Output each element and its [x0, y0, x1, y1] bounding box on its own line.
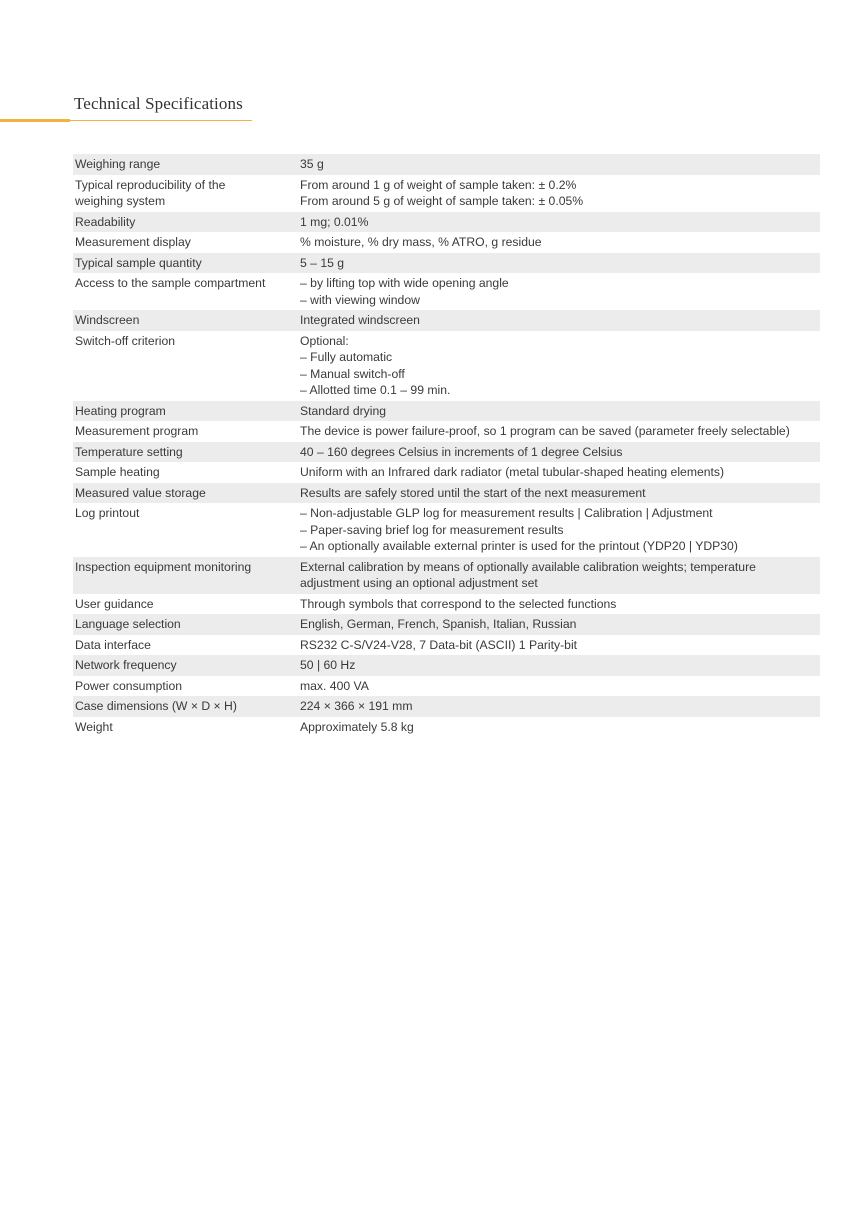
- spec-label: User guidance: [75, 596, 154, 611]
- spec-value: [300, 234, 820, 251]
- spec-value-line: 50 | 60 Hz: [300, 658, 356, 672]
- spec-row: [73, 401, 820, 422]
- spec-label: Log printout: [75, 506, 140, 520]
- spec-row: [73, 232, 820, 253]
- spec-label: Typical sample quantity: [75, 255, 202, 270]
- spec-row: [73, 212, 820, 233]
- spec-value-line: 40 – 160 degrees Celsius in increments of 1 degree Celsius: [300, 444, 623, 459]
- spec-value-line: max. 400 VA: [300, 678, 369, 693]
- spec-value-line: Integrated windscreen: [300, 313, 420, 327]
- spec-value-line: 1 mg; 0.01%: [300, 214, 369, 229]
- spec-value: [300, 485, 820, 502]
- spec-label: Weight: [75, 719, 113, 734]
- spec-label: Heating program: [75, 403, 166, 418]
- spec-value-line: – Non-adjustable GLP log for measurement results | Calibration | Adjustment: [300, 506, 713, 520]
- spec-label: Switch-off criterion: [75, 333, 176, 348]
- spec-row: [73, 462, 820, 483]
- spec-label: Measured value storage: [75, 485, 206, 500]
- spec-value: [300, 312, 820, 329]
- spec-value: [300, 678, 820, 695]
- spec-row: [73, 331, 820, 401]
- spec-row: [73, 594, 820, 615]
- spec-value-line: – Fully automatic: [300, 350, 393, 364]
- spec-value-line: Standard drying: [300, 403, 387, 418]
- spec-label: Network frequency: [75, 658, 177, 672]
- spec-row: [73, 503, 820, 557]
- spec-row: [73, 483, 820, 504]
- spec-row: [73, 310, 820, 331]
- spec-value-line: The device is power failure-proof, so 1 program can be saved (parameter freely selectable): [300, 424, 790, 438]
- spec-label: Measurement display: [75, 235, 191, 249]
- spec-row: [73, 655, 820, 676]
- spec-value: [300, 177, 820, 210]
- spec-value-line: Results are safely stored until the start of the next measurement: [300, 485, 646, 500]
- spec-value: [300, 464, 820, 481]
- spec-value-line: – Paper-saving brief log for measurement results: [300, 522, 564, 537]
- spec-label: Readability: [75, 214, 136, 229]
- specifications-table: [73, 154, 820, 737]
- spec-value-line: From around 1 g of weight of sample taken: ± 0.2%: [300, 177, 577, 192]
- spec-value: [300, 505, 820, 555]
- spec-label: Data interface: [75, 637, 151, 652]
- spec-value-line: – with viewing window: [300, 292, 420, 307]
- spec-row: [73, 175, 820, 212]
- spec-value-line: From around 5 g of weight of sample taken: ± 0.05%: [300, 194, 584, 208]
- spec-value-line: – An optionally available external printer is used for the printout (YDP20 | YDP30): [300, 539, 738, 553]
- spec-label: Inspection equipment monitoring: [75, 559, 252, 574]
- spec-value-line: – by lifting top with wide opening angle: [300, 276, 509, 290]
- spec-value-line: – Manual switch-off: [300, 366, 405, 381]
- spec-value-line: External calibration by means of optionally available calibration weights; temperature: [300, 559, 756, 574]
- spec-value: [300, 403, 820, 420]
- page-title: Technical Specifications: [74, 94, 243, 113]
- spec-value-line: 224 × 366 × 191 mm: [300, 699, 413, 713]
- spec-row: [73, 676, 820, 697]
- spec-value: [300, 444, 820, 461]
- spec-row: [73, 421, 820, 442]
- title-accent-bar: [0, 119, 70, 122]
- spec-value: [300, 719, 820, 736]
- spec-value: [300, 657, 820, 674]
- spec-label: Temperature setting: [75, 444, 183, 459]
- spec-value: [300, 156, 820, 173]
- spec-row: [73, 717, 820, 738]
- spec-label: Sample heating: [75, 465, 160, 479]
- spec-value: [300, 637, 820, 654]
- spec-label: Typical reproducibility of the weighing system: [75, 177, 226, 208]
- spec-value-line: RS232 C-S/V24-V28, 7 Data-bit (ASCII) 1 Parity-bit: [300, 637, 578, 652]
- spec-value-line: English, German, French, Spanish, Italian, Russian: [300, 617, 577, 631]
- spec-label: Language selection: [75, 617, 181, 631]
- spec-value-line: Optional:: [300, 333, 349, 348]
- spec-row: [73, 154, 820, 175]
- spec-row: [73, 557, 820, 594]
- spec-row: [73, 696, 820, 717]
- spec-label: Weighing range: [75, 157, 161, 171]
- spec-value-line: % moisture, % dry mass, % ATRO, g residue: [300, 235, 542, 249]
- spec-value-line: Approximately 5.8 kg: [300, 719, 414, 734]
- spec-row: [73, 442, 820, 463]
- spec-value-line: 5 – 15 g: [300, 255, 345, 270]
- spec-label: Measurement program: [75, 424, 199, 438]
- spec-row: [73, 253, 820, 274]
- spec-value-line: 35 g: [300, 157, 324, 171]
- spec-row: [73, 614, 820, 635]
- spec-value: [300, 698, 820, 715]
- spec-value: [300, 423, 820, 440]
- spec-value: [300, 333, 820, 399]
- spec-label: Power consumption: [75, 678, 183, 693]
- spec-value-line: Through symbols that correspond to the selected functions: [300, 596, 617, 611]
- spec-row: [73, 635, 820, 656]
- spec-value: [300, 214, 820, 231]
- spec-value: [300, 559, 820, 592]
- spec-value: [300, 275, 820, 308]
- spec-value: [300, 596, 820, 613]
- spec-label: Case dimensions (W × D × H): [75, 699, 237, 713]
- spec-value: [300, 255, 820, 272]
- spec-value: [300, 616, 820, 633]
- spec-value-line: – Allotted time 0.1 – 99 min.: [300, 383, 451, 397]
- spec-label: Access to the sample compartment: [75, 276, 266, 290]
- spec-value-line: Uniform with an Infrared dark radiator (metal tubular-shaped heating elements): [300, 465, 725, 479]
- spec-label: Windscreen: [75, 313, 140, 327]
- spec-value-line: adjustment using an optional adjustment set: [300, 576, 538, 590]
- spec-row: [73, 273, 820, 310]
